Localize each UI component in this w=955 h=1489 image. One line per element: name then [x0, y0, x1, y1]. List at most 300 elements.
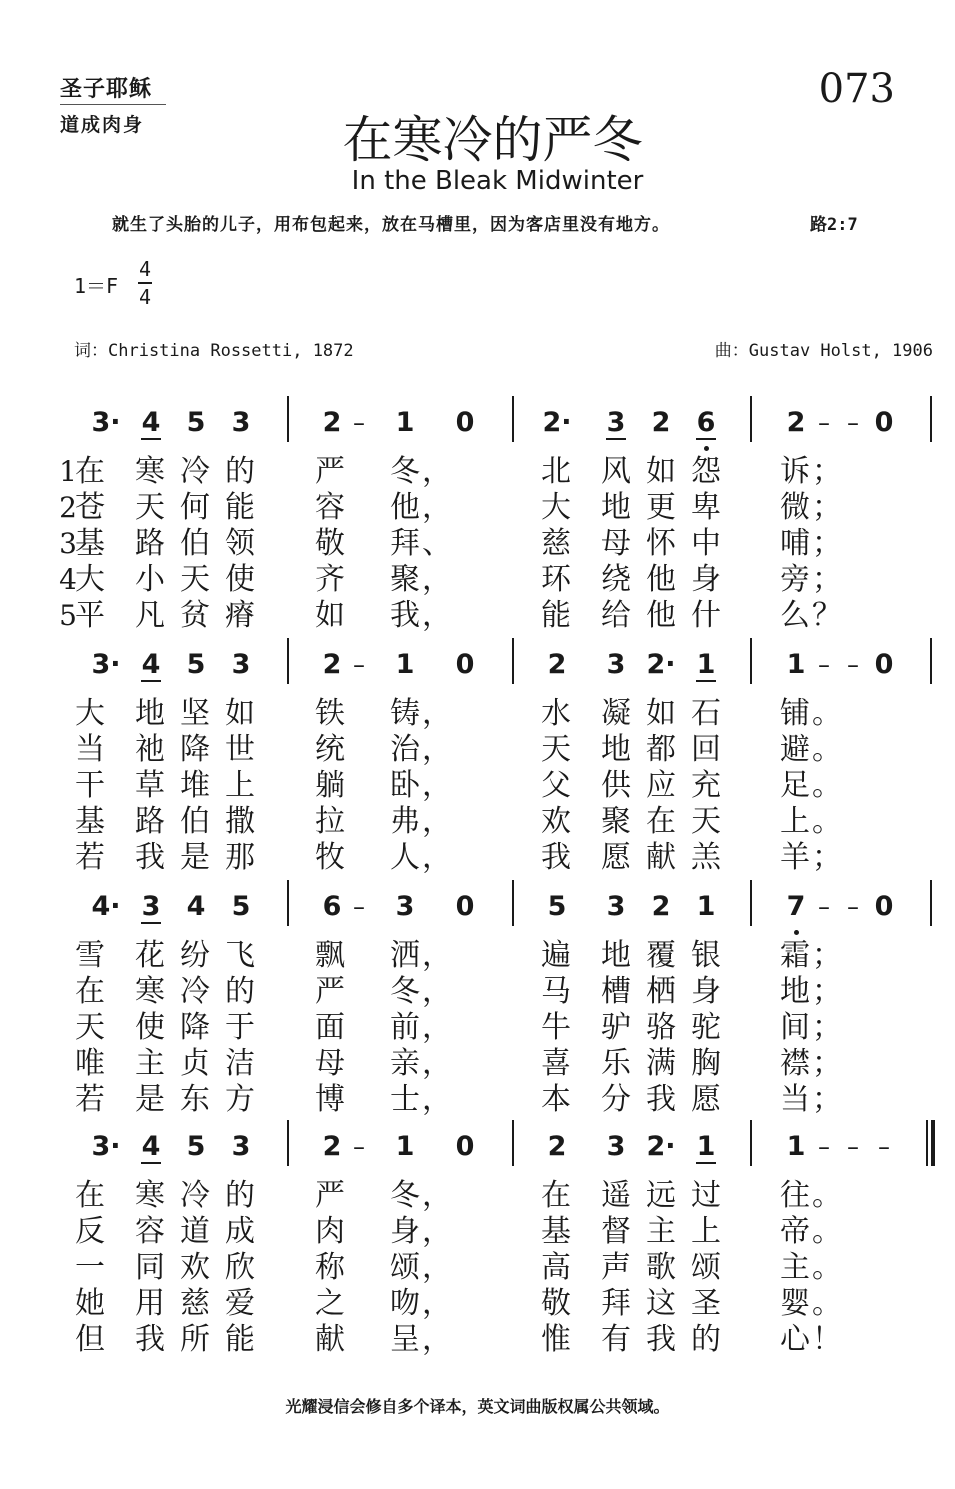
- lyric-char: 领: [225, 526, 255, 561]
- note-label: 7: [786, 891, 806, 922]
- note-label: 1: [395, 407, 415, 438]
- lyric-char: 北: [541, 454, 571, 489]
- lyric-char: 寒: [135, 1178, 165, 1213]
- note: [445, 400, 485, 446]
- lyric-char: 慈: [541, 526, 571, 561]
- note: [445, 1124, 485, 1170]
- note: [385, 884, 425, 930]
- lyric-char: 大: [75, 562, 105, 597]
- lyric-punctuation: ，: [422, 562, 452, 597]
- lyric-char: 高: [541, 1250, 571, 1285]
- lyric-char: 颂: [390, 1250, 420, 1285]
- lyric-char: 贞: [180, 1046, 210, 1081]
- note: [86, 400, 126, 446]
- lyric-char: 帝: [780, 1214, 810, 1249]
- lyric-char: 他: [646, 562, 676, 597]
- lyric-char: 栖: [646, 974, 676, 1009]
- lyric-char: 羔: [691, 840, 721, 875]
- note: [686, 884, 726, 930]
- note: [385, 1124, 425, 1170]
- note-label: 1: [696, 1131, 716, 1162]
- note-label: 2: [651, 407, 671, 438]
- lyric-char: 冬: [390, 974, 420, 1009]
- note-label: –: [847, 1133, 859, 1161]
- lyric-char: 坚: [180, 696, 210, 731]
- lyric-char: 大: [75, 696, 105, 731]
- note-label: 1: [395, 649, 415, 680]
- note-label: 5: [186, 1131, 206, 1162]
- lyric-line: [0, 1286, 955, 1322]
- note: [641, 1124, 681, 1170]
- lyric-punctuation: 。: [812, 696, 842, 731]
- lyric-char: 我: [541, 840, 571, 875]
- note-label: 0: [874, 891, 894, 922]
- note-dash: [864, 1124, 904, 1170]
- lyric-char: 怨: [691, 454, 721, 489]
- lyric-char: 拜: [601, 1286, 631, 1321]
- note-label: 3: [606, 649, 626, 680]
- lyric-char: 如: [646, 454, 676, 489]
- lyric-char: 天: [135, 490, 165, 525]
- lyric-char: 伯: [180, 804, 210, 839]
- lyric-punctuation: ！: [812, 1322, 842, 1357]
- lyric-char: 治: [390, 732, 420, 767]
- lyric-char: 的: [691, 1322, 721, 1357]
- key-signature: 1＝F: [74, 274, 119, 298]
- barline: [750, 880, 752, 926]
- note: [641, 400, 681, 446]
- note-label: 0: [455, 891, 475, 922]
- lyric-char: 是: [135, 1082, 165, 1117]
- lyric-char: 马: [541, 974, 571, 1009]
- lyric-char: 凝: [601, 696, 631, 731]
- lyric-char: 是: [180, 840, 210, 875]
- lyric-char: 齐: [315, 562, 345, 597]
- underline-mark: [141, 1162, 161, 1164]
- underline-mark: [696, 1162, 716, 1164]
- barline: [750, 638, 752, 684]
- lyric-char: 面: [315, 1010, 345, 1045]
- lyric-char: 肉: [315, 1214, 345, 1249]
- lyric-char: 平: [75, 598, 105, 633]
- lyric-char: 卧: [390, 768, 420, 803]
- lyric-char: 容: [135, 1214, 165, 1249]
- note-label: 1: [395, 1131, 415, 1162]
- lyric-char: 若: [75, 1082, 105, 1117]
- lyric-char: 欣: [225, 1250, 255, 1285]
- lyric-char: 什: [691, 598, 721, 633]
- barline: [287, 880, 289, 926]
- lyric-punctuation: ，: [422, 840, 452, 875]
- lyric-char: 牛: [541, 1010, 571, 1045]
- lyric-char: 婴: [780, 1286, 810, 1321]
- lyric-char: 我: [646, 1322, 676, 1357]
- lyric-char: 铸: [390, 696, 420, 731]
- lyric-char: 天: [180, 562, 210, 597]
- lyric-char: 地: [780, 974, 810, 1009]
- scripture-reference: 路2:7: [810, 215, 858, 235]
- note-label: 4: [186, 891, 206, 922]
- lyric-char: 所: [180, 1322, 210, 1357]
- lyric-char: 往: [780, 1178, 810, 1213]
- lyric-char: 花: [135, 938, 165, 973]
- lyric-line: [0, 1046, 955, 1082]
- note-label: 3: [231, 1131, 251, 1162]
- lyric-char: 使: [135, 1010, 165, 1045]
- lyric-char: 母: [601, 526, 631, 561]
- underline-mark: [696, 438, 716, 440]
- lyric-char: 身: [691, 974, 721, 1009]
- lyric-char: 绕: [601, 562, 631, 597]
- lyric-char: 能: [225, 1322, 255, 1357]
- lyric-char: 路: [135, 526, 165, 561]
- note-label: 6: [696, 407, 716, 438]
- lyric-line: [0, 1250, 955, 1286]
- lyric-char: 欢: [180, 1250, 210, 1285]
- note: [537, 884, 577, 930]
- lyric-punctuation: ，: [422, 1286, 452, 1321]
- lyric-char: 士: [390, 1082, 420, 1117]
- lyric-char: 苍: [75, 490, 105, 525]
- lyric-punctuation: ，: [422, 454, 452, 489]
- note-label: 3·: [91, 649, 121, 680]
- barline: [930, 880, 932, 926]
- lyric-char: 满: [646, 1046, 676, 1081]
- lyric-punctuation: ；: [812, 1046, 842, 1081]
- lyric-char: 给: [601, 598, 631, 633]
- lyric-char: 严: [315, 454, 345, 489]
- lyric-punctuation: ，: [422, 1178, 452, 1213]
- lyric-char: 同: [135, 1250, 165, 1285]
- lyric-char: 中: [691, 526, 721, 561]
- lyric-char: 天: [541, 732, 571, 767]
- lyric-char: 愿: [691, 1082, 721, 1117]
- lyric-char: 槽: [601, 974, 631, 1009]
- note-label: 0: [874, 649, 894, 680]
- lyric-char: 当: [75, 732, 105, 767]
- lyric-char: 能: [225, 490, 255, 525]
- note-dash: [339, 884, 379, 930]
- time-signature-line: [138, 282, 152, 284]
- lyric-char: 当: [780, 1082, 810, 1117]
- underline-mark: [696, 680, 716, 682]
- note-label: 2: [786, 407, 806, 438]
- lyric-punctuation: ；: [812, 974, 842, 1009]
- lyric-char: 冬: [390, 454, 420, 489]
- lyric-char: 冷: [180, 1178, 210, 1213]
- note-label: 3: [606, 407, 626, 438]
- note: [686, 1124, 726, 1170]
- note-label: 4: [141, 649, 161, 680]
- lyric-char: 若: [75, 840, 105, 875]
- low-octave-dot: [794, 930, 799, 935]
- note-label: 3·: [91, 407, 121, 438]
- note: [596, 884, 636, 930]
- lyric-char: 如: [646, 696, 676, 731]
- note-label: 3: [231, 649, 251, 680]
- lyric-char: 上: [780, 804, 810, 839]
- lyric-line: [0, 490, 955, 526]
- lyric-char: 铺: [780, 696, 810, 731]
- lyric-char: 敬: [315, 526, 345, 561]
- lyric-char: 旁: [780, 562, 810, 597]
- lyric-char: 称: [315, 1250, 345, 1285]
- lyric-char: 躺: [315, 768, 345, 803]
- note-label: 2: [547, 1131, 567, 1162]
- underline-mark: [141, 438, 161, 440]
- note: [537, 1124, 577, 1170]
- lyric-punctuation: 。: [812, 1178, 842, 1213]
- lyric-punctuation: ，: [422, 490, 452, 525]
- lyric-char: 飞: [225, 938, 255, 973]
- verse-number: 4: [59, 563, 77, 596]
- composer-credit: 曲：Gustav Holst, 1906: [714, 341, 933, 361]
- lyric-line: [0, 1322, 955, 1358]
- lyric-char: 环: [541, 562, 571, 597]
- lyric-line: [0, 454, 955, 490]
- lyric-line: [0, 526, 955, 562]
- note-label: –: [353, 409, 365, 437]
- lyric-char: 洒: [390, 938, 420, 973]
- lyric-punctuation: 。: [812, 1250, 842, 1285]
- lyric-char: 天: [75, 1010, 105, 1045]
- lyric-punctuation: ，: [422, 1082, 452, 1117]
- lyric-char: 献: [315, 1322, 345, 1357]
- lyric-punctuation: ，: [422, 1250, 452, 1285]
- lyric-char: 吻: [390, 1286, 420, 1321]
- lyric-char: 瘠: [225, 598, 255, 633]
- lyric-char: 声: [601, 1250, 631, 1285]
- lyric-char: 驴: [601, 1010, 631, 1045]
- note-label: –: [847, 893, 859, 921]
- category-label: 圣子耶稣: [60, 76, 153, 102]
- lyric-line: [0, 938, 955, 974]
- note-label: 1: [696, 891, 716, 922]
- barline: [930, 638, 932, 684]
- lyric-char: 卑: [691, 490, 721, 525]
- lyric-char: 惟: [541, 1322, 571, 1357]
- lyric-char: 如: [315, 598, 345, 633]
- note-label: 3: [606, 891, 626, 922]
- lyric-punctuation: ，: [422, 1214, 452, 1249]
- lyric-char: 用: [135, 1286, 165, 1321]
- lyric-char: 胸: [691, 1046, 721, 1081]
- lyric-char: 有: [601, 1322, 631, 1357]
- lyric-char: 路: [135, 804, 165, 839]
- lyric-char: 降: [180, 732, 210, 767]
- note: [86, 884, 126, 930]
- lyric-char: 贫: [180, 598, 210, 633]
- lyric-char: 反: [75, 1214, 105, 1249]
- underline-mark: [141, 680, 161, 682]
- barline: [287, 638, 289, 684]
- note: [686, 400, 726, 446]
- title-chinese: 在寒冷的严冬: [342, 111, 643, 169]
- lyric-line: [0, 804, 955, 840]
- lyric-char: 我: [135, 1322, 165, 1357]
- lyric-line: [0, 1178, 955, 1214]
- lyric-char: 慈: [180, 1286, 210, 1321]
- lyric-char: 的: [225, 1178, 255, 1213]
- note-label: –: [353, 1133, 365, 1161]
- note: [445, 884, 485, 930]
- note: [385, 400, 425, 446]
- lyric-char: 人: [390, 840, 420, 875]
- lyric-char: 聚: [390, 562, 420, 597]
- note-label: 1: [696, 649, 716, 680]
- note: [176, 400, 216, 446]
- lyric-line: [0, 840, 955, 876]
- lyric-char: 我: [135, 840, 165, 875]
- barline: [287, 396, 289, 442]
- lyric-line: [0, 562, 955, 598]
- lyric-char: 天: [691, 804, 721, 839]
- lyric-char: 聚: [601, 804, 631, 839]
- lyric-char: 风: [601, 454, 631, 489]
- lyric-char: 飘: [315, 938, 345, 973]
- note-label: 4·: [91, 891, 121, 922]
- note-label: 2: [322, 649, 342, 680]
- note-label: 4: [141, 1131, 161, 1162]
- lyric-char: 供: [601, 768, 631, 803]
- lyric-char: 在: [75, 974, 105, 1009]
- note: [686, 642, 726, 688]
- note-label: –: [818, 893, 830, 921]
- lyric-char: 么: [780, 598, 810, 633]
- note: [221, 884, 261, 930]
- lyric-char: 主: [646, 1214, 676, 1249]
- note-label: 2·: [542, 407, 572, 438]
- lyric-char: 纷: [180, 938, 210, 973]
- lyric-char: 东: [180, 1082, 210, 1117]
- lyric-char: 他: [390, 490, 420, 525]
- note-label: 2: [547, 649, 567, 680]
- lyric-char: 这: [646, 1286, 676, 1321]
- lyric-char: 更: [646, 490, 676, 525]
- lyric-char: 冷: [180, 974, 210, 1009]
- note-label: 5: [231, 891, 251, 922]
- footer-note: 光耀浸信会修自多个译本，英文词曲版权属公共领域。: [285, 1397, 670, 1416]
- barline: [930, 396, 932, 442]
- note-label: 0: [455, 649, 475, 680]
- lyric-char: 哺: [780, 526, 810, 561]
- lyric-char: 充: [691, 768, 721, 803]
- lyric-char: 应: [646, 768, 676, 803]
- hymn-number: 073: [818, 66, 895, 112]
- lyric-char: 督: [601, 1214, 631, 1249]
- lyric-char: 足: [780, 768, 810, 803]
- note-label: –: [818, 409, 830, 437]
- lyric-char: 成: [225, 1214, 255, 1249]
- lyric-punctuation: 。: [812, 804, 842, 839]
- note-label: –: [847, 409, 859, 437]
- lyric-char: 大: [541, 490, 571, 525]
- lyric-char: 她: [75, 1286, 105, 1321]
- lyric-char: 唯: [75, 1046, 105, 1081]
- lyric-punctuation: ？: [812, 598, 842, 633]
- note-label: 6: [322, 891, 342, 922]
- lyric-char: 凡: [135, 598, 165, 633]
- lyric-char: 欢: [541, 804, 571, 839]
- verse-number: 1: [59, 455, 77, 488]
- note-label: 0: [874, 407, 894, 438]
- lyric-char: 在: [75, 1178, 105, 1213]
- note-dash: [339, 1124, 379, 1170]
- lyric-punctuation: ，: [422, 804, 452, 839]
- notation-row: [0, 400, 955, 446]
- lyric-char: 但: [75, 1322, 105, 1357]
- lyric-char: 歌: [646, 1250, 676, 1285]
- lyric-punctuation: 。: [812, 732, 842, 767]
- lyric-char: 愿: [601, 840, 631, 875]
- note: [221, 642, 261, 688]
- lyric-char: 降: [180, 1010, 210, 1045]
- lyric-char: 呈: [390, 1322, 420, 1357]
- lyric-char: 小: [135, 562, 165, 597]
- lyric-char: 统: [315, 732, 345, 767]
- lyric-char: 寒: [135, 454, 165, 489]
- lyric-char: 地: [601, 732, 631, 767]
- lyric-char: 使: [225, 562, 255, 597]
- lyric-char: 地: [601, 938, 631, 973]
- lyric-char: 那: [225, 840, 255, 875]
- lyric-char: 回: [691, 732, 721, 767]
- lyric-char: 地: [601, 490, 631, 525]
- lyric-line: [0, 732, 955, 768]
- lyric-char: 间: [780, 1010, 810, 1045]
- lyric-char: 颂: [691, 1250, 721, 1285]
- underline-mark: [606, 438, 626, 440]
- lyric-char: 敬: [541, 1286, 571, 1321]
- lyric-line: [0, 598, 955, 634]
- note-label: 4: [141, 407, 161, 438]
- note: [385, 642, 425, 688]
- notation-row: [0, 1124, 955, 1170]
- lyric-punctuation: ，: [422, 1010, 452, 1045]
- note-label: 2·: [646, 1131, 676, 1162]
- lyric-char: 的: [225, 454, 255, 489]
- lyric-char: 基: [75, 526, 105, 561]
- lyric-punctuation: ，: [422, 732, 452, 767]
- lyric-punctuation: ，: [422, 598, 452, 633]
- note: [131, 1124, 171, 1170]
- lyric-char: 草: [135, 768, 165, 803]
- note: [131, 400, 171, 446]
- note-label: 2: [651, 891, 671, 922]
- barline: [750, 396, 752, 442]
- lyric-char: 能: [541, 598, 571, 633]
- lyric-punctuation: ；: [812, 938, 842, 973]
- lyric-char: 的: [225, 974, 255, 1009]
- lyric-char: 何: [180, 490, 210, 525]
- note-label: –: [353, 651, 365, 679]
- barline: [512, 1120, 514, 1166]
- notation-row: [0, 642, 955, 688]
- note-label: 2: [322, 407, 342, 438]
- lyric-punctuation: 。: [812, 768, 842, 803]
- underline-mark: [141, 922, 161, 924]
- lyric-char: 前: [390, 1010, 420, 1045]
- lyric-char: 水: [541, 696, 571, 731]
- lyric-char: 博: [315, 1082, 345, 1117]
- lyric-char: 避: [780, 732, 810, 767]
- lyric-char: 方: [225, 1082, 255, 1117]
- lyric-char: 主: [135, 1046, 165, 1081]
- lyric-char: 银: [691, 938, 721, 973]
- note-label: 3·: [91, 1131, 121, 1162]
- lyric-char: 羊: [780, 840, 810, 875]
- note: [537, 400, 577, 446]
